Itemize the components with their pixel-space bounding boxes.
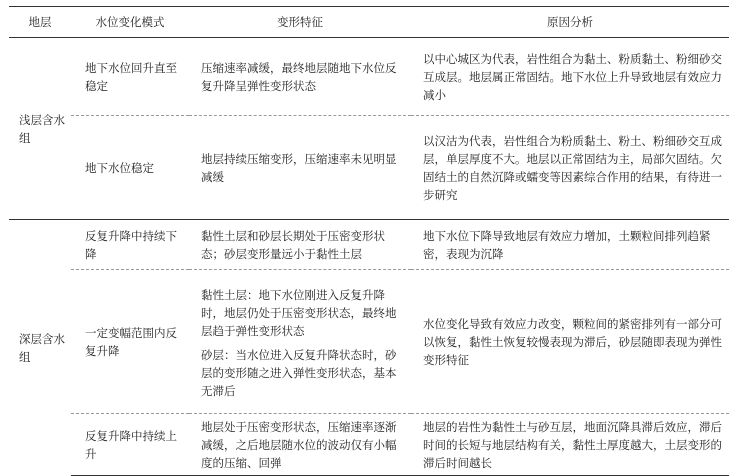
deformation-table (9, 6, 729, 476)
feature-cell: 黏性土层和砂层长期处于压密变形状态；砂层变形量远小于黏性土层 (189, 220, 411, 270)
header-cell-mode: 水位变化模式 (71, 7, 189, 38)
reason-cell: 以中心城区为代表，岩性组合为黏土、粉质黏土、粉细砂交互成层。地层属正常固结。地下水位上升导致地层有效应力减小 (423, 51, 722, 102)
mode-cell: 反复升降中持续下降 (71, 220, 189, 270)
feature-cell: 地层处于压密变形状态，压缩速率逐渐减缓，之后地层随水位的波动仅有小幅度的压缩、回弹 (189, 414, 411, 476)
reason-cell: 以汉沽为代表，岩性组合为粉质黏土、粉土、粉细砂交互成层，单层厚度不大。地层以正常固结为主，局部欠固结。欠固结土的自然沉降或蠕变等因素综合作用的结果，有待进一步研究 (411, 116, 729, 220)
reason-cell: 水位变化导致有效应力改变，颗粒间的紧密排列有一部分可以恢复，黏性土恢复较慢表现为滞后，砂层随即表现为弹性变形特征 (411, 270, 729, 414)
mode-cell: 反复升降中持续上升 (71, 414, 189, 476)
layer-cell-shallow: 浅层含水组 (19, 112, 65, 145)
mode-cell: 地下水位回升直至稳定 (85, 60, 177, 93)
header-cell-reason: 原因分析 (411, 7, 729, 38)
feature-cell-multi (189, 270, 411, 414)
table-row (9, 38, 729, 116)
reason-cell: 地下水位下降导致地层有效应力增加，土颗粒间排列趋紧密，表现为沉降 (411, 220, 729, 270)
table-row (9, 270, 729, 414)
feature-cell: 压缩速率减缓，最终地层随地下水位反复升降呈弹性变形状态 (201, 60, 397, 93)
table-row (9, 116, 729, 220)
header-cell-features: 变形特征 (189, 7, 411, 38)
mode-cell: 地下水位稳定 (71, 116, 189, 220)
header-cell-layer: 地层 (9, 7, 71, 38)
reason-cell: 地层的岩性为黏性土与砂互层，地面沉降具滞后效应，滞后时间的长短与地层结构有关，黏性土厚度越大，土层变形的滞后时间越长 (411, 414, 729, 476)
feature-sand: 砂层：当水位进入反复升降状态时，砂层的变形随之进入弹性变形状态，基本无滞后 (201, 347, 397, 398)
feature-cell: 地层持续压缩变形，压缩速率未见明显减缓 (189, 116, 411, 220)
layer-cell-deep: 深层含水组 (9, 220, 71, 476)
feature-clay: 黏性土层：地下水位刚进入反复升降时，地层仍处于压密变形状态，最终地层趋于弹性变形状态 (201, 287, 397, 338)
table-row (9, 220, 729, 270)
mode-cell: 一定变幅范围内反复升降 (71, 270, 189, 414)
header-row (9, 7, 729, 38)
table-row (9, 414, 729, 476)
